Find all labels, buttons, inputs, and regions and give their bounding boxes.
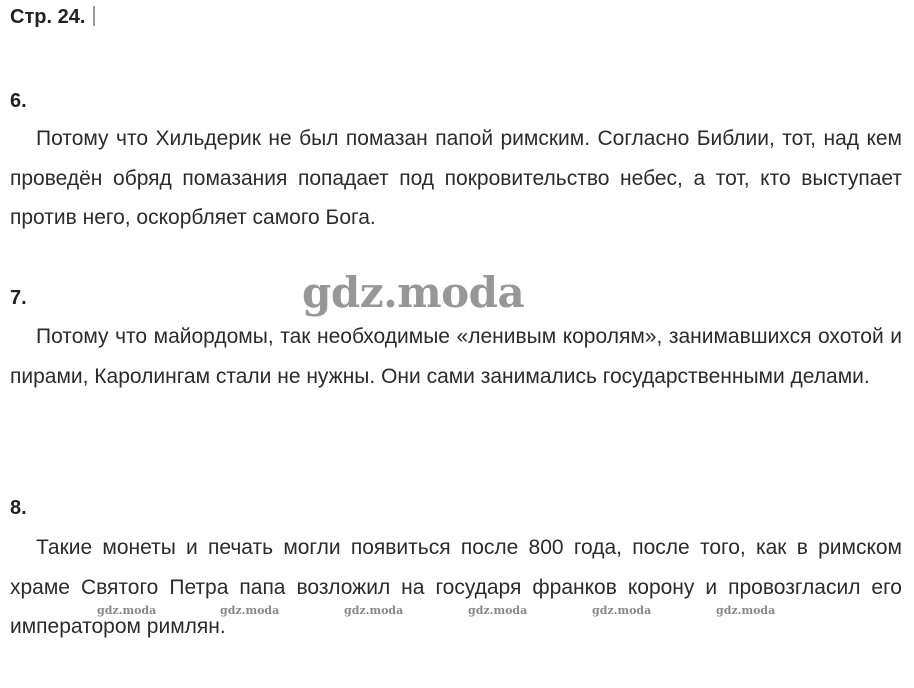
- answer-text-6: Потому что Хильдерик не был помазан папой римским. Согласно Библии, тот, над кем проведён обряд помазания попадает под покровительство небес, а тот, кто выступает против него, оскорбляет самого Бога.: [10, 127, 902, 229]
- watermark-main: gdz.moda: [302, 268, 525, 317]
- watermark-small: gdz.moda: [97, 604, 157, 617]
- page-header: [10, 6, 95, 29]
- answer-number-6: 6.: [10, 90, 27, 112]
- watermark-small: gdz.moda: [716, 604, 776, 617]
- cursor-icon: [93, 6, 95, 26]
- watermark-small: gdz.moda: [220, 604, 280, 617]
- watermark-small: gdz.moda: [468, 604, 528, 617]
- page-label: Стр. 24.: [10, 6, 86, 28]
- watermark-small: gdz.moda: [592, 604, 652, 617]
- answer-text-8: Такие монеты и печать могли появиться после 800 года, после того, как в римском храме Святого Петра папа возложил на государя франков корону и провозгласил его императором римлян.: [10, 536, 902, 638]
- watermark-small: gdz.moda: [344, 604, 404, 617]
- answer-number-8: 8.: [10, 497, 27, 519]
- answer-number-7: 7.: [10, 287, 27, 309]
- answer-text-7: Потому что майордомы, так необходимые «ленивым королям», занимавшихся охотой и пирами, Каролингам стали не нужны. Они сами занимались государственными делами.: [10, 325, 902, 388]
